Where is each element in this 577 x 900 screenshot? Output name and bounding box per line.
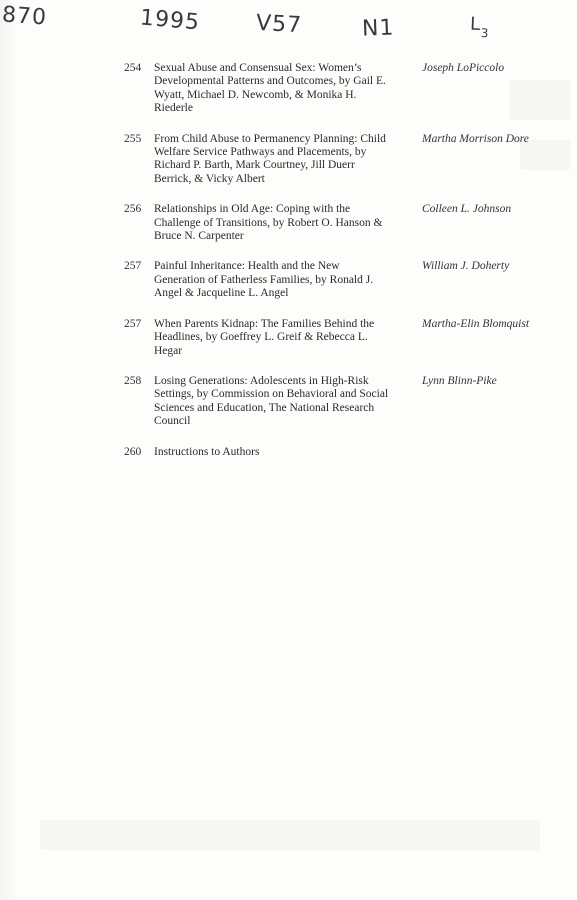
toc-page-number: 255 xyxy=(124,132,142,145)
handwritten-mark xyxy=(470,14,490,38)
handwritten-mark: 870 xyxy=(1,2,48,31)
table-of-contents xyxy=(124,62,544,476)
toc-title: Painful Inheritance: Health and the New Generation of Fatherless Families, by Ronald J. Angel & Jacqueline L. Angel xyxy=(154,260,374,300)
toc-entry xyxy=(124,133,544,187)
toc-title: Sexual Abuse and Consensual Sex: Women’s Developmental Patterns and Outcomes, by Gail E. Wyatt, Michael D. Newcomb, & Monika H. Riederle xyxy=(154,62,386,115)
toc-reviewer: Lynn Blinn-Pike xyxy=(422,374,497,387)
toc-page-number: 254 xyxy=(124,62,142,74)
toc-page-number: 257 xyxy=(124,317,142,330)
toc-page-number: 256 xyxy=(124,203,142,216)
handwritten-mark: N1 xyxy=(361,15,395,42)
toc-entry xyxy=(124,375,544,429)
toc-entry xyxy=(124,318,544,358)
toc-page-number: 257 xyxy=(124,260,142,273)
toc-reviewer: Martha-Elin Blomquist xyxy=(422,317,530,330)
toc-title: Instructions to Authors xyxy=(154,445,260,458)
toc-reviewer: William J. Doherty xyxy=(422,260,510,273)
toc-title: Losing Generations: Adolescents in High-Risk Settings, by Commission on Behavioral and Social Sciences and Education, The National Research Council xyxy=(154,374,389,428)
toc-reviewer: Joseph LoPiccolo xyxy=(422,62,505,74)
toc-entry xyxy=(124,260,544,300)
toc-page-number: 260 xyxy=(124,445,142,458)
toc-entry xyxy=(124,446,544,459)
bleed-through-mark xyxy=(40,820,540,850)
handwritten-mark-subscript: 3 xyxy=(480,25,490,40)
handwritten-mark: 1995 xyxy=(139,5,201,36)
handwritten-mark: V57 xyxy=(255,10,303,39)
toc-reviewer: Colleen L. Johnson xyxy=(422,203,512,216)
handwritten-mark-base: L xyxy=(469,13,482,36)
toc-page-number: 258 xyxy=(124,374,142,387)
toc-title: From Child Abuse to Permanency Planning: Child Welfare Service Pathways and Placements, by Richard P. Barth, Mark Courtney, Jill Duerr Berrick, & Vicky Albert xyxy=(154,132,386,185)
toc-reviewer: Martha Morrison Dore xyxy=(422,132,529,145)
toc-entry xyxy=(124,62,544,116)
toc-entry xyxy=(124,203,544,243)
toc-title: Relationships in Old Age: Coping with the Challenge of Transitions, by Robert O. Hanson & Bruce N. Carpenter xyxy=(154,203,383,243)
toc-title: When Parents Kidnap: The Families Behind the Headlines, by Goeffrey L. Greif & Rebecca L. Hegar xyxy=(154,317,375,357)
